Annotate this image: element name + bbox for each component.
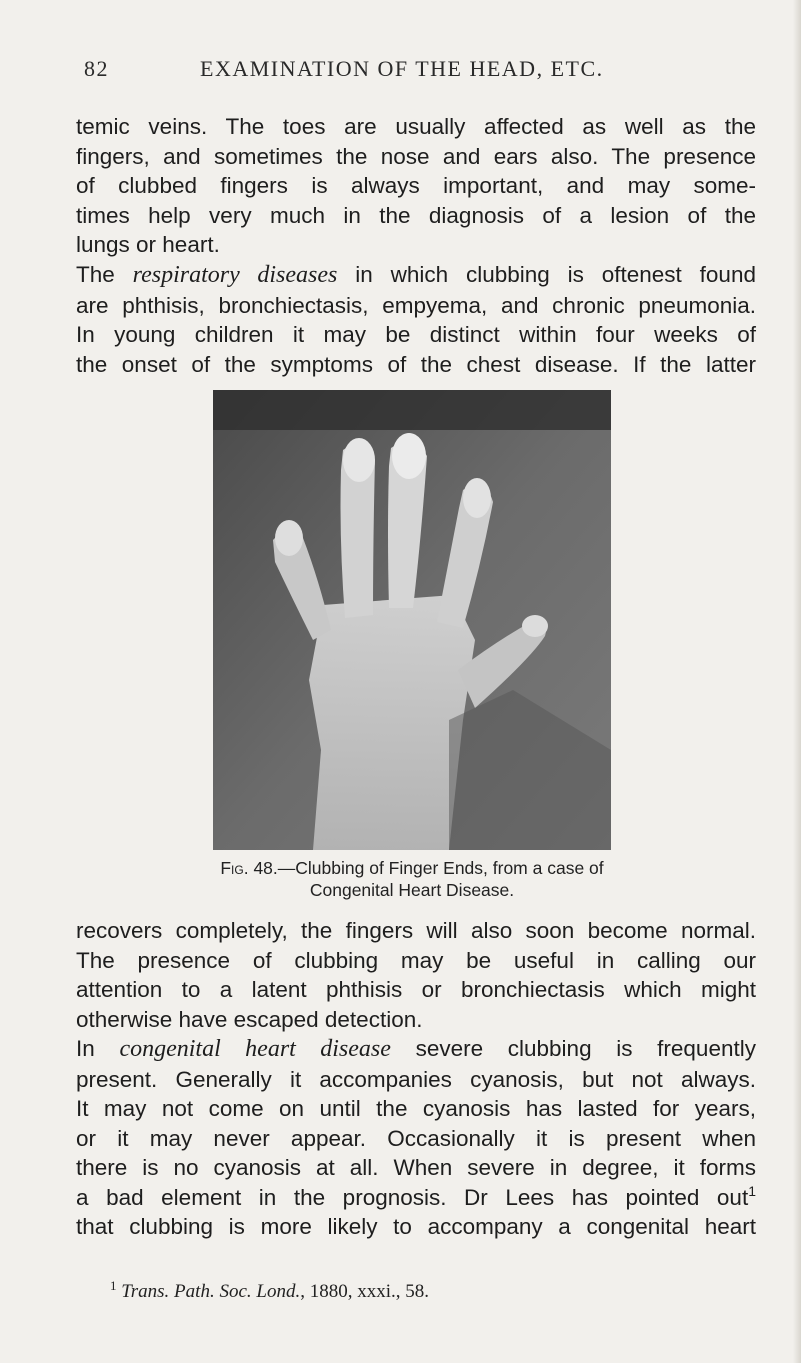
- text-span: a bad element in the prognosis. Dr Lees has pointed out: [76, 1184, 749, 1210]
- running-title: EXAMINATION OF THE HEAD, ETC.: [200, 56, 604, 81]
- footnote-citation: , 1880, xxxi., 58.: [300, 1281, 429, 1302]
- paragraph-4: [76, 1034, 756, 1242]
- emphasis-respiratory-diseases: respiratory diseases: [132, 262, 338, 288]
- text-line: The presence of clubbing may be useful in calling our: [76, 947, 756, 973]
- figure-photo-hand: [213, 390, 611, 850]
- text-line: the onset of the symptoms of the chest disease. If the latter: [76, 351, 756, 377]
- caption-line-2: Congenital Heart Disease.: [309, 880, 515, 900]
- text-line: [76, 1034, 756, 1065]
- text-line: In young children it may be distinct within four weeks of: [76, 322, 756, 347]
- footnote-marker: 1: [110, 1278, 117, 1293]
- text-line: fingers, and sometimes the nose and ears also. The presence: [76, 143, 756, 169]
- caption-line-1: [212, 857, 612, 879]
- text-line: of clubbed fingers is always important, and may some-: [76, 173, 756, 198]
- text-line: temic veins. The toes are usually affected as well as the: [76, 114, 756, 139]
- footnote-journal: Trans. Path. Soc. Lond.: [121, 1281, 301, 1302]
- paragraph-1: [76, 112, 756, 260]
- text-span: in which clubbing is oftenest found: [355, 262, 756, 287]
- paragraph-3: [76, 916, 756, 1034]
- text-line: that clubbing is more likely to accompany a congenital heart: [76, 1214, 756, 1239]
- text-line: are phthisis, bronchiectasis, empyema, and chronic pneumonia.: [76, 292, 756, 318]
- figure-label: Fig. 48.: [220, 858, 278, 878]
- caption-text: —Clubbing of Finger Ends, from a case of: [277, 858, 604, 878]
- text-line: [76, 1183, 756, 1213]
- text-line: or it may never appear. Occasionally it is present when: [76, 1125, 756, 1151]
- text-line: times help very much in the diagnosis of a lesion of the: [76, 202, 756, 228]
- text-line: lungs or heart.: [76, 232, 220, 257]
- hand-photo-image: [213, 390, 611, 850]
- page-number: 82: [84, 56, 109, 81]
- text-line: otherwise have escaped detection.: [76, 1006, 423, 1032]
- emphasis-congenital-heart-disease: congenital heart disease: [119, 1036, 391, 1062]
- footnote-reference: 1: [748, 1182, 756, 1199]
- footnote: [110, 1278, 750, 1303]
- text-line: there is no cyanosis at all. When severe in degree, it forms: [76, 1155, 756, 1180]
- figure-caption: [212, 857, 612, 901]
- text-line: It may not come on until the cyanosis has lasted for years,: [76, 1096, 756, 1121]
- text-line: [76, 260, 756, 291]
- text-span: The: [76, 262, 115, 287]
- text-span: In: [76, 1036, 95, 1061]
- text-span: severe clubbing is frequently: [415, 1036, 756, 1061]
- page-edge: [793, 0, 801, 1363]
- text-line: attention to a latent phthisis or bronchiectasis which might: [76, 977, 756, 1002]
- text-line: recovers completely, the fingers will also soon become normal.: [76, 918, 756, 943]
- paragraph-2: [76, 260, 756, 379]
- running-header: [84, 56, 734, 86]
- text-line: present. Generally it accompanies cyanosis, but not always.: [76, 1066, 756, 1092]
